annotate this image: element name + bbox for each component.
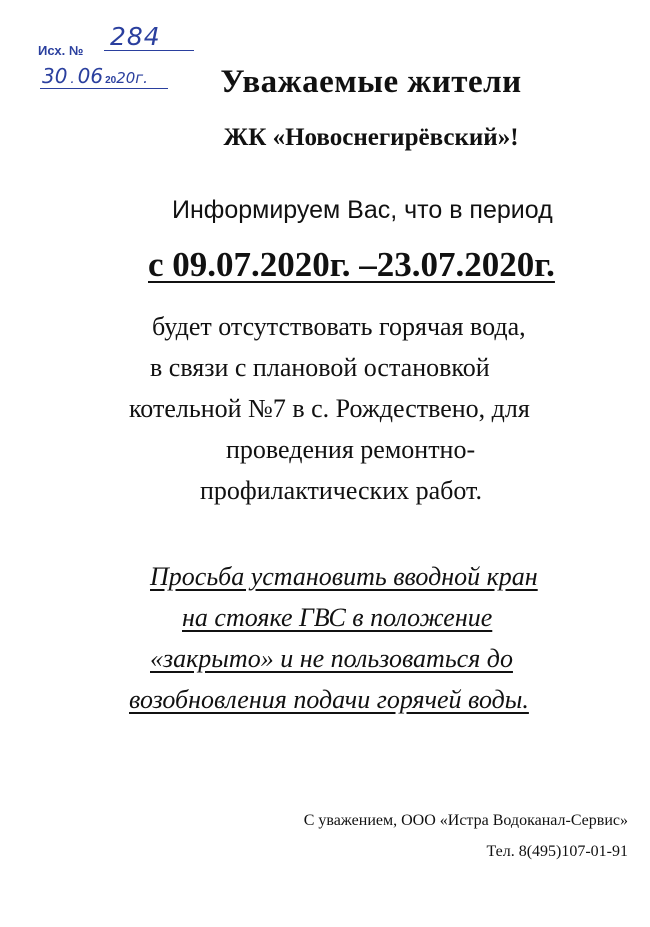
outgoing-date-year: 20г. — [116, 69, 148, 87]
contact-phone: Тел. 8(495)107-01-91 — [486, 843, 628, 860]
body-line: профилактических работ. — [200, 476, 482, 505]
request-line: возобновления подачи горячей воды. — [129, 685, 529, 714]
body-line: будет отсутствовать горячая вода, — [152, 312, 526, 341]
signature: С уважением, ООО «Истра Водоканал-Сервис» — [303, 812, 628, 829]
outage-period: с 09.07.2020г. –23.07.2020г. — [148, 245, 555, 284]
notice-title: Уважаемые жители — [220, 64, 522, 100]
body-line: проведения ремонтно- — [226, 435, 476, 464]
intro-text: Информируем Вас, что в период — [172, 196, 553, 224]
request-line: «закрыто» и не пользоваться до — [150, 644, 513, 673]
body-line: котельной №7 в с. Рождествено, для — [129, 394, 530, 423]
request-paragraph — [0, 556, 650, 720]
notice-subtitle: ЖК «Новоснегирёвский»! — [223, 124, 519, 151]
outgoing-number: 284 — [110, 22, 161, 51]
outgoing-date-year-prefix: 20 — [105, 75, 117, 86]
outgoing-number-prefix: Исх. № — [38, 43, 84, 58]
request-line: на стояке ГВС в положение — [182, 603, 493, 632]
outgoing-date-month: 06 — [77, 64, 104, 88]
body-line: в связи с плановой остановкой — [150, 353, 490, 382]
outgoing-date-day: 30 — [42, 64, 68, 88]
notice-body — [0, 306, 650, 511]
stamp-underline — [104, 50, 194, 51]
request-line: Просьба установить вводной кран — [150, 562, 538, 591]
outgoing-number-row — [38, 42, 83, 60]
outgoing-date: 30 . 06 2020г. — [42, 64, 148, 88]
